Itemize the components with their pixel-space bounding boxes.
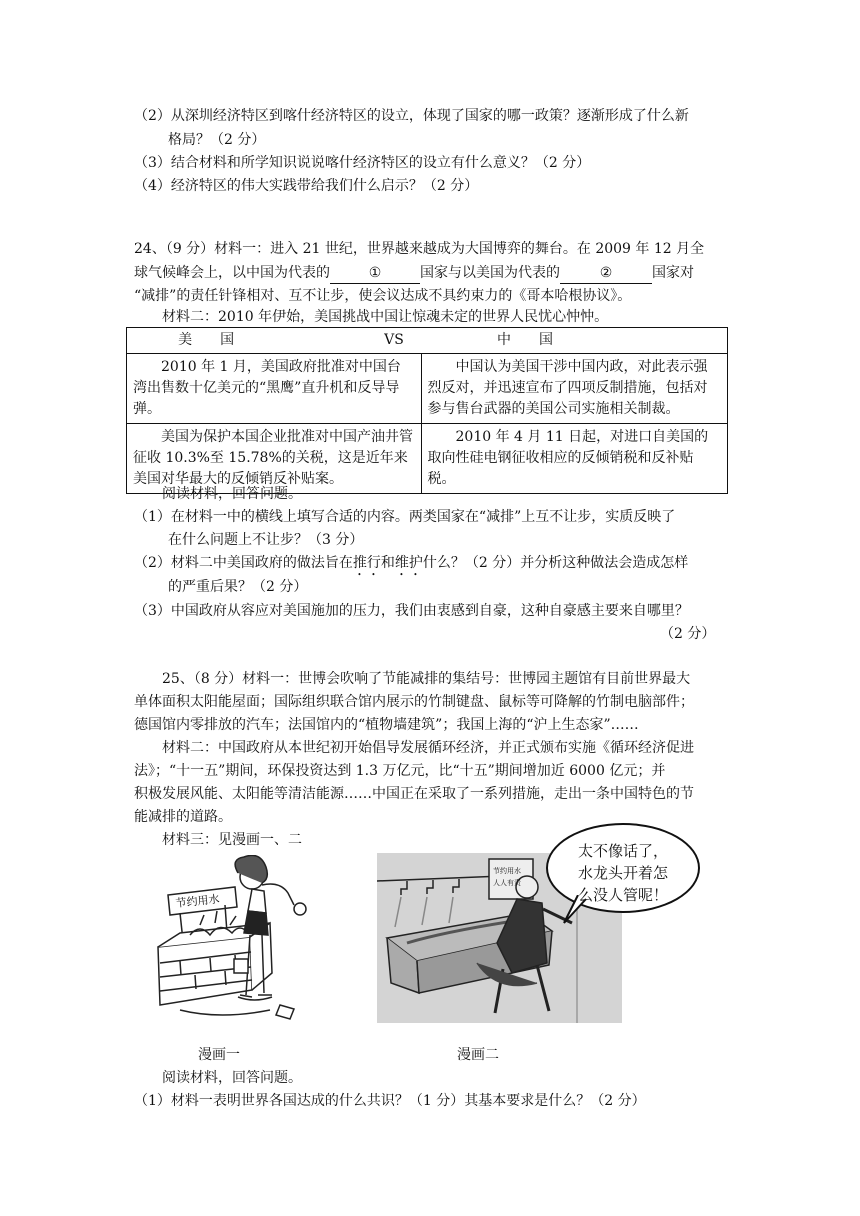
caption-cartoon-two: 漫画二	[457, 1047, 499, 1063]
q24-q1-line2: 在什么问题上不让步？（3 分）	[168, 532, 364, 548]
header-usa: 美 国 VS	[127, 328, 422, 354]
cartoon-two-sign-line1: 节约用水	[493, 867, 521, 875]
q24-q2-text-a: （2）材料二中美国政府的做法旨在	[134, 555, 353, 571]
q24-material1-line3: “减排”的责任针锋相对、互不让步，使会议达成不具约束力的《哥本哈根协议》。	[134, 288, 632, 304]
caption-cartoon-one: 漫画一	[198, 1047, 240, 1063]
cartoon-one-sign: 节约用水	[174, 892, 221, 910]
blank-1: ①	[330, 263, 420, 284]
header-vs: VS	[384, 332, 404, 348]
header-china: 中 国	[421, 328, 728, 354]
q23-part2-line2: 格局？（2 分）	[168, 132, 266, 148]
q24-q3-line1: （3）中国政府从容应对美国施加的压力，我们由衷感到自豪，这种自豪感主要来自哪里？	[134, 603, 689, 619]
q24-q2-line2: 的严重后果？（2 分）	[168, 579, 308, 595]
q24-material1-line1: 24、（9 分）材料一：进入 21 世纪，世界越来越成为大国博弈的舞台。在 2009 年 12 月全	[134, 241, 705, 257]
q25-material1-line2: 单体面积太阳能屋面；国际组织联合馆内展示的竹制键盘、鼠标等可降解的竹制电脑部件；	[134, 694, 694, 710]
q24-q3-line2: （2 分）	[660, 626, 716, 642]
q24-material2: 材料二：2010 年伊始，美国挑战中国让惊魂未定的世界人民忧心忡忡。	[162, 309, 609, 325]
q23-part4: （4）经济特区的伟大实践带给我们什么启示？（2 分）	[134, 178, 479, 194]
q25-material1-line3: 德国馆内零排放的汽车；法国馆内的“植物墙建筑”；我国上海的“沪上生态家”……	[134, 717, 639, 733]
cartoon-one-image	[140, 855, 340, 1025]
q24-q2-text-b: 什么？（2 分）并分析这种做法会造成怎样	[422, 555, 689, 571]
q24-q2-line1	[134, 553, 688, 579]
q24-read-instruction: 阅读材料，回答问题。	[162, 486, 302, 502]
q25-material2-line1: 材料二：中国政府从本世纪初开始倡导发展循环经济，并正式颁布实施《循环经济促进	[162, 740, 694, 756]
q25-material3: 材料三：见漫画一、二	[162, 832, 302, 848]
q25-material2-line4: 能减排的道路。	[134, 809, 232, 825]
q25-q1: （1）材料一表明世界各国达成的什么共识？（1 分）其基本要求是什么？（2 分）	[134, 1093, 646, 1109]
row2-china: 2010 年 4 月 11 日起，对进口自美国的取向性硅电钢征收相应的反倾销税和反补贴税。	[421, 424, 728, 494]
q24-q2-and: 和	[380, 555, 395, 571]
row1-usa: 2010 年 1 月，美国政府批准对中国台湾出售数十亿美元的“黑鹰”直升机和反导导弹。	[127, 354, 422, 424]
blank-2: ②	[560, 263, 652, 284]
emphasis-word-2: 维护	[394, 555, 423, 571]
row2-usa: 美国为保护本国企业批准对中国产油井管征收 10.3%至 15.78%的关税，这是近年来美国对华最大的反倾销反补贴案。	[127, 424, 422, 494]
q24-line2-text-c: 国家对	[652, 265, 694, 281]
cartoon-two-sign-line2: 人人有责	[493, 879, 521, 887]
q25-material1-line1: 25、（8 分）材料一：世博会吹响了节能减排的集结号：世博园主题馆有目前世界最大	[162, 671, 691, 687]
q23-part3: （3）结合材料和所学知识说说喀什经济特区的设立有什么意义？（2 分）	[134, 155, 591, 171]
emphasis-word-1: 推行	[352, 555, 381, 571]
usa-vs-china-table	[126, 327, 728, 494]
q24-line2-text-b: 国家与以美国为代表的	[420, 265, 560, 281]
q25-material2-line2: 法》；“十一五”期间，环保投资达到 1.3 万亿元，比“十五”期间增加近 6000 亿元；并	[134, 763, 666, 779]
q25-read-instruction: 阅读材料，回答问题。	[162, 1070, 302, 1086]
q24-material1-line2	[134, 263, 694, 284]
q25-material2-line3: 积极发展风能、太阳能等清洁能源……中国正在采取了一系列措施，走出一条中国特色的节	[134, 786, 694, 802]
row1-china: 中国认为美国干涉中国内政，对此表示强烈反对，并迅速宣布了四项反制措施，包括对参与售台武器的美国公司实施相关制裁。	[421, 354, 728, 424]
q24-q1-line1: （1）在材料一中的横线上填写合适的内容。两类国家在“减排”上互不让步，实质反映了	[134, 509, 676, 525]
speech-bubble-text: 太不像话了，水龙头开着怎么没人管呢！	[578, 842, 669, 904]
q24-line2-text-a: 球气候峰会上，以中国为代表的	[134, 265, 330, 281]
q23-part2-line1: （2）从深圳经济特区到喀什经济特区的设立，体现了国家的哪一政策？逐渐形成了什么新	[134, 108, 689, 124]
